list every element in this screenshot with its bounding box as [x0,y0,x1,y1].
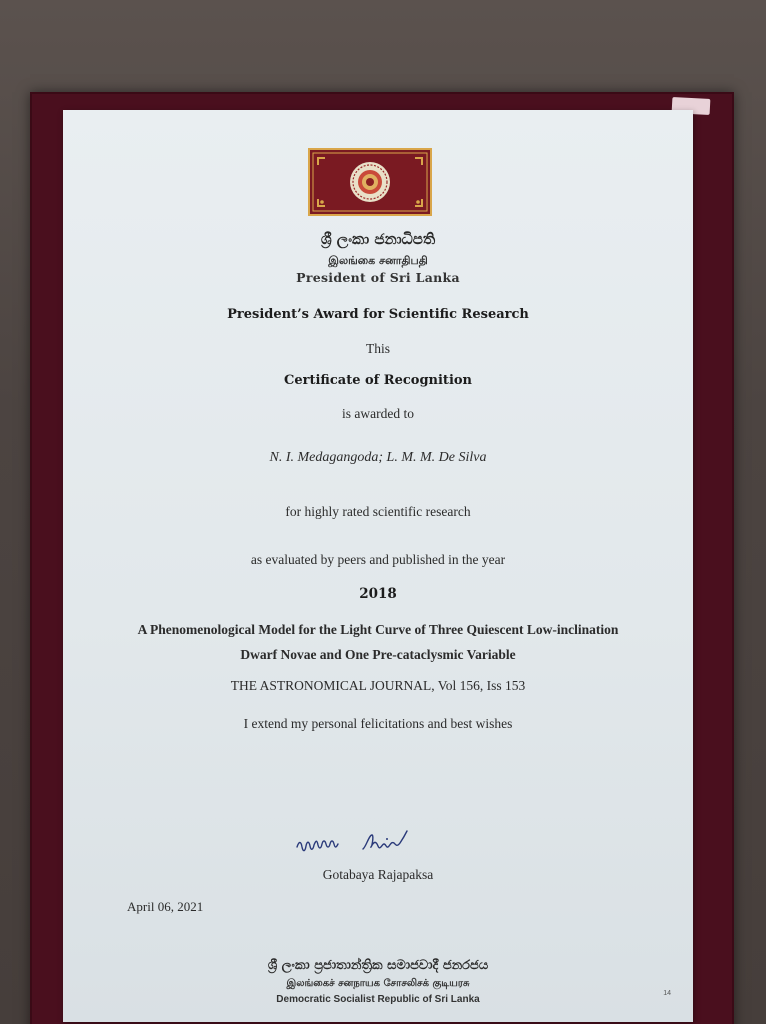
felicitations-text: I extend my personal felicitations and best wishes [243,716,513,731]
reason-text: for highly rated scientific research [285,504,471,519]
header-sinhala-title: ශ්‍රී ලංකා ජනාධිපති [320,230,436,248]
journal-reference: THE ASTRONOMICAL JOURNAL, Vol 156, Iss 153 [230,678,526,693]
certificate-paper [63,110,693,1022]
certificate-type: Certificate of Recognition [284,373,472,388]
presidential-emblem-icon [308,148,432,216]
paper-title-line-2: Dwarf Novae and One Pre-cataclysmic Variable [240,647,516,662]
footer-sinhala: ශ්‍රී ලංකා ප්‍රජාතාන්ත්‍රික සමාජවාදී ජනරජය [267,958,489,973]
page-number: 14 [663,990,671,997]
signatory-name: Gotabaya Rajapaksa [322,867,434,882]
evaluation-text: as evaluated by peers and published in the year [250,552,506,567]
recipients-names: N. I. Medagangoda; L. M. M. De Silva [269,450,487,465]
awarded-to-label: is awarded to [342,406,414,421]
footer-english: Democratic Socialist Republic of Sri Lanka [276,994,480,1005]
award-name: President’s Award for Scientific Research [227,307,529,322]
handwritten-signature [293,825,453,859]
this-label: This [365,341,390,356]
header-english-title: President of Sri Lanka [296,270,460,285]
award-year: 2018 [359,586,397,602]
footer-tamil: இலங்கைச் சனநாயக சோசலிசக் குடியரசு [286,978,470,989]
header-tamil-title: இலங்கை சனாதிபதி [328,254,428,267]
paper-title-line-1: A Phenomenological Model for the Light Curve of Three Quiescent Low-inclination [137,622,619,637]
signature-date: April 06, 2021 [127,899,204,914]
